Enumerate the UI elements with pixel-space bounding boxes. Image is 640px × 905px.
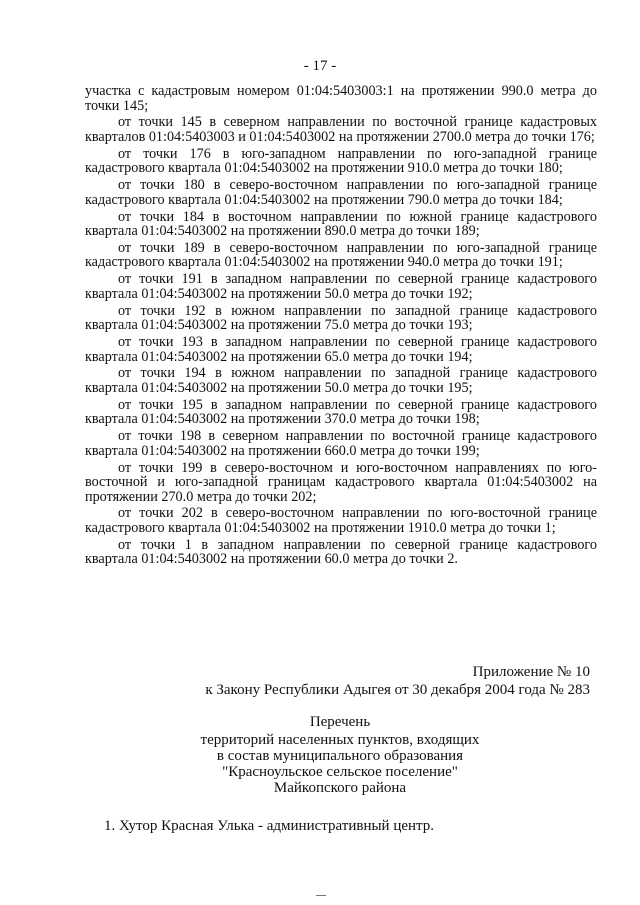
paragraph: от точки 189 в северо-восточном направлении по юго-западной границе кадастрового квартала 01:04:5403002 на протяжении 940.0 метра до точки 191;	[85, 239, 597, 271]
list-heading-line: в состав муниципального образования	[216, 748, 464, 764]
list-heading-title: Перечень	[309, 714, 371, 730]
page-number: - 17 -	[303, 58, 337, 74]
list-heading-line: "Красноульское сельское поселение"	[222, 764, 458, 780]
paragraph: от точки 192 в южном направлении по западной границе кадастрового квартала 01:04:5403002 на протяжении 75.0 метра до точки 193;	[85, 302, 597, 334]
paragraph: от точки 193 в западном направлении по северной границе кадастрового квартала 01:04:5403002 на протяжении 65.0 метра до точки 194;	[85, 334, 597, 365]
paragraph: участка с кадастровым номером 01:04:5403003:1 на протяжении 990.0 метра до точки 145;	[85, 83, 597, 114]
paragraph: от точки 180 в северо-восточном направлении по юго-западной границе кадастрового квартала 01:04:5403002 на протяжении 790.0 метра до точки 184;	[85, 177, 597, 208]
list-heading-line: территорий населенных пунктов, входящих	[200, 732, 480, 748]
boundary-description	[85, 84, 597, 569]
paragraph: от точки 184 в восточном направлении по южной границе кадастрового квартала 01:04:5403002 на протяжении 890.0 метра до точки 189;	[85, 208, 597, 240]
paragraph: от точки 1 в западном направлении по северной границе кадастрового квартала 01:04:5403002 на протяжении 60.0 метра до точки 2.	[85, 536, 597, 568]
list-heading-line: Майкопского района	[273, 780, 407, 796]
paragraph: от точки 191 в западном направлении по северной границе кадастрового квартала 01:04:5403002 на протяжении 50.0 метра до точки 192;	[85, 271, 597, 302]
annex-reference: к Закону Республики Адыгея от 30 декабря 2004 года № 283	[205, 682, 590, 698]
paragraph: от точки 176 в юго-западном направлении по юго-западной границе кадастрового квартала 01:04:5403002 на протяжении 910.0 метра до точки 180;	[85, 145, 597, 177]
paragraph: от точки 145 в северном направлении по восточной границе кадастровых кварталов 01:04:5403003 и 01:04:5403002 на протяжении 2700.0 метра до точки 176;	[85, 114, 597, 145]
paragraph: от точки 198 в северном направлении по восточной границе кадастрового квартала 01:04:5403002 на протяжении 660.0 метра до точки 199;	[85, 428, 597, 459]
annex-title: Приложение № 10	[472, 664, 590, 680]
paragraph: от точки 202 в северо-восточном направлении по юго-восточной границе кадастрового квартала 01:04:5403002 на протяжении 1910.0 метра до точки 1;	[85, 505, 597, 537]
scan-mark	[316, 895, 326, 896]
paragraph: от точки 194 в южном направлении по западной границе кадастрового квартала 01:04:5403002 на протяжении 50.0 метра до точки 195;	[85, 365, 597, 396]
list-heading	[120, 714, 560, 796]
paragraph: от точки 195 в западном направлении по северной границе кадастрового квартала 01:04:5403002 на протяжении 370.0 метра до точки 198;	[85, 396, 597, 428]
list-item: 1. Хутор Красная Улька - административный центр.	[104, 818, 435, 834]
paragraph: от точки 199 в северо-восточном и юго-восточном направлениях по юго-восточной и юго-западной границам кадастрового квартала 01:04:5403002 на протяжении 270.0 метра до точки 202;	[85, 459, 597, 505]
